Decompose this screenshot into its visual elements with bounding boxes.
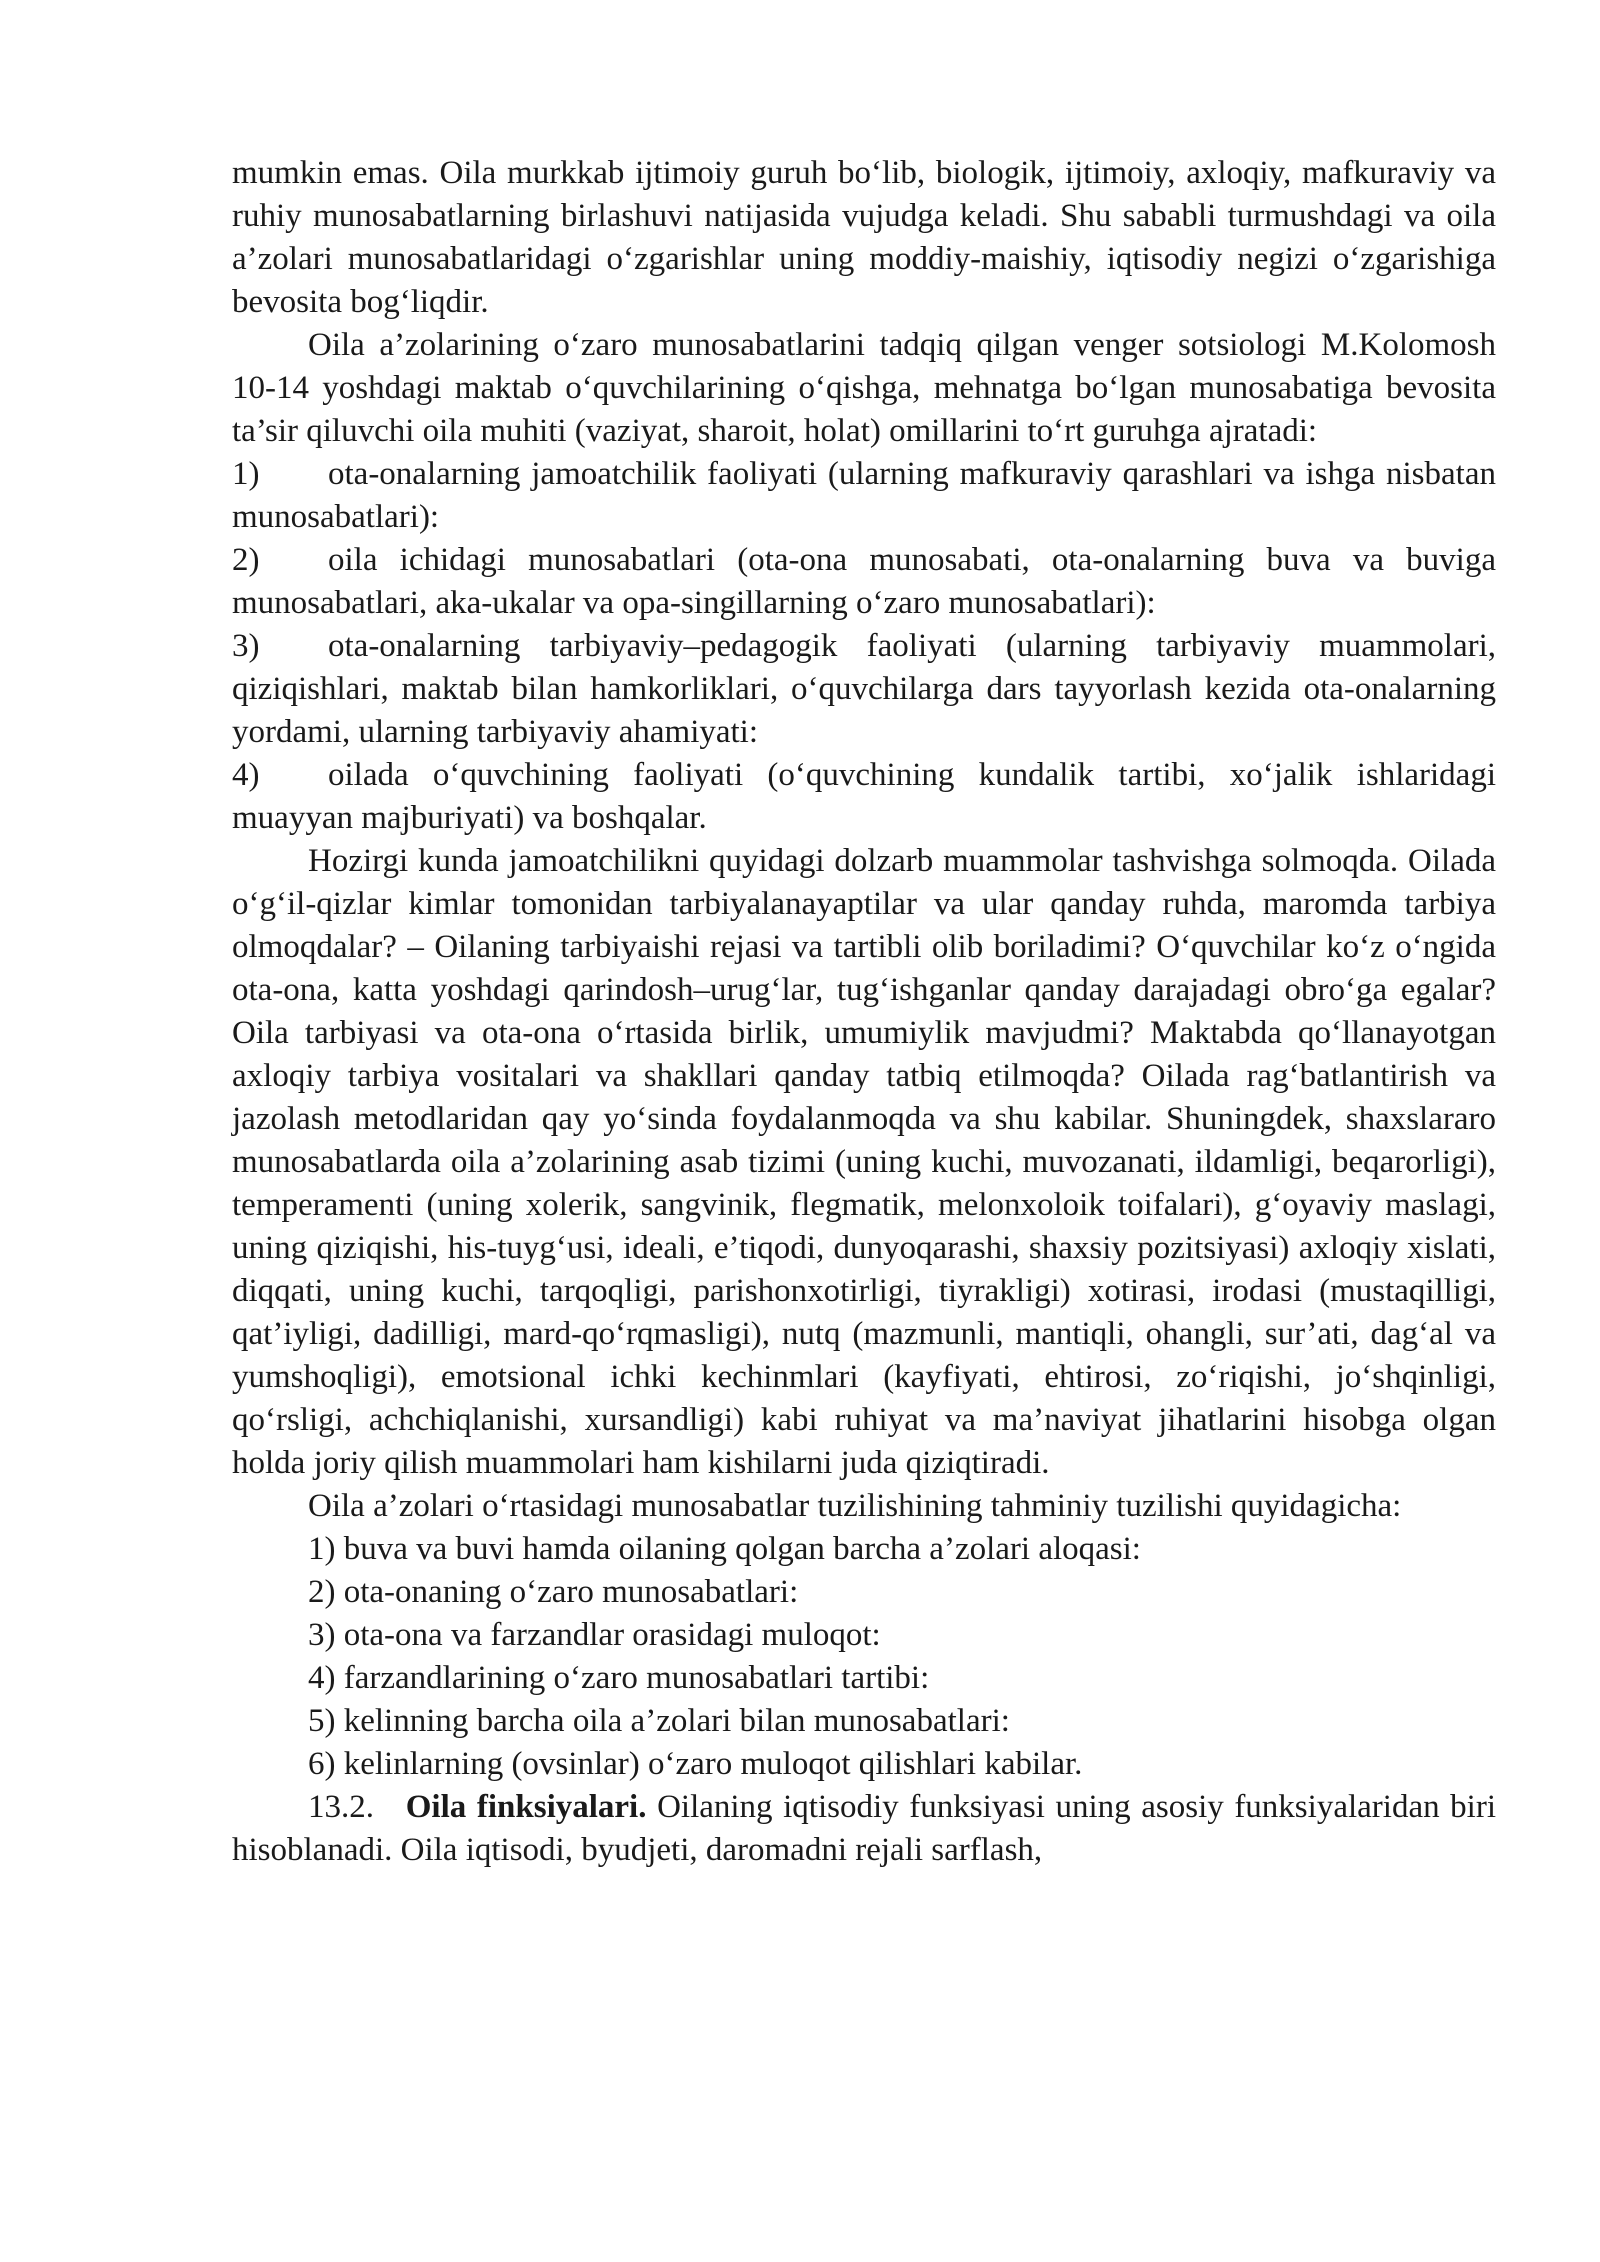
structure-item-1: 1) buva va buvi hamda oilaning qolgan barcha a’zolari aloqasi: bbox=[308, 1531, 1141, 1567]
factor-number: 3) bbox=[232, 628, 260, 664]
paragraph-current-problems: Hozirgi kunda jamoatchilikni quyidagi dolzarb muammolar tashvishga solmoqda. Oilada o‘g‘il-qizlar kimlar tomonidan tarbiyalanayaptilar va ular qanday ruhda, maromda tarbiya olmoqdalar? – Oilaning tarbiyaishi rejasi va tartibli olib boriladimi? O‘quvchilar ko‘z o‘ngida ota-ona, katta yoshdagi qarindosh–urug‘lar, tug‘ishganlar qanday darajadagi obro‘ga egalar? Oila tarbiyasi va ota-ona o‘rtasida birlik, umumiylik mavjudmi? Maktabda qo‘llanayotgan axloqiy tarbiya vositalari va shakllari qanday tatbiq etilmoqda? Oilada rag‘batlantirish va jazolash metodlaridan qay yo‘sinda foydalanmoqda va shu kabilar. Shuningdek, shaxslararo munosabatlarda oila a’zolarining asab tizimi (uning kuchi, muvozanati, ildamligi, beqarorligi), temperamenti (uning xolerik, sangvinik, flegmatik, melonxoloik toifalari), g‘oyaviy maslagi, uning qiziqishi, his-tuyg‘usi, ideali, e’tiqodi, dunyoqarashi, shaxsiy pozitsiyasi) axloqiy xislati, diqqati, uning kuchi, tarqoqligi, parishonxotirligi, tiyrakligi) xotirasi, irodasi (mustaqilligi, qat’iyligi, dadilligi, mard-qo‘rqmasligi), nutq (mazmunli, mantiqli, ohangli, sur’ati, dag‘al va yumshoqligi), emotsional ichki kechinmlari (kayfiyati, ehtirosi, zo‘riqishi, jo‘shqinligi, qo‘rsligi, achchiqlanishi, xursandligi) kabi ruhiyat va ma’naviyat jihatlarini hisobga olgan holda joriy qilish muammolari ham kishilarni juda qiziqtiradi. bbox=[232, 843, 1496, 1481]
factors-list bbox=[232, 453, 1496, 840]
factor-text: ota-onalarning tarbiyaviy–pedagogik faoliyati (ularning tarbiyaviy muammolari, qiziqishlari, maktab bilan hamkorliklari, o‘quvchilarga dars tayyorlash kezida ota-onalarning yordami, ularning tarbiyaviy ahamiyati: bbox=[232, 628, 1496, 750]
section-text: Oilaning iqtisodiy funksiyasi uning asosiy funksiyalaridan biri hisoblanadi. Oila iqtisodi, byudjeti, daromadni rejali sarflash, bbox=[232, 1789, 1497, 1868]
factor-item-4 bbox=[232, 754, 1496, 840]
factor-text: oila ichidagi munosabatlari (ota-ona munosabati, ota-onalarning buva va buviga munosabatlari, aka-ukalar va opa-singillarning o‘zaro munosabatlari): bbox=[232, 542, 1496, 621]
factor-number: 4) bbox=[232, 757, 260, 793]
section-paragraph bbox=[232, 1786, 1496, 1872]
paragraph-kolomosh: Oila a’zolarining o‘zaro munosabatlarini tadqiq qilgan venger sotsiologi M.Kolomosh 10-14 yoshdagi maktab o‘quvchilarining o‘qishga, mehnatga bo‘lgan munosabatiga bevosita ta’sir qiluvchi oila muhiti (vaziyat, sharoit, holat) omillarini to‘rt guruhga ajratadi: bbox=[232, 327, 1496, 449]
factor-text: oilada o‘quvchining faoliyati (o‘quvchining kundalik tartibi, xo‘jalik ishlaridagi muayyan majburiyati) va boshqalar. bbox=[232, 757, 1496, 836]
paragraph-family-group: mumkin emas. Oila murkkab ijtimoiy guruh bo‘lib, biologik, ijtimoiy, axloqiy, mafkuraviy va ruhiy munosabatlarning birlashuvi natijasida vujudga keladi. Shu sababli turmushdagi va oila a’zolari munosabatlaridagi o‘zgarishlar uning moddiy-maishiy, iqtisodiy negizi o‘zgarishiga bevosita bog‘liqdir. bbox=[232, 155, 1496, 320]
structure-list bbox=[232, 1528, 1496, 1786]
factor-number: 1) bbox=[232, 456, 260, 492]
factor-text: ota-onalarning jamoatchilik faoliyati (ularning mafkuraviy qarashlari va ishga nisbatan munosabatlari): bbox=[232, 456, 1496, 535]
section-number: 13.2. bbox=[308, 1789, 374, 1825]
factor-item-2 bbox=[232, 539, 1496, 625]
paragraph-structure-intro: Oila a’zolari o‘rtasidagi munosabatlar tuzilishining tahminiy tuzilishi quyidagicha: bbox=[308, 1488, 1402, 1524]
factor-item-1 bbox=[232, 453, 1496, 539]
structure-item-2: 2) ota-onaning o‘zaro munosabatlari: bbox=[308, 1574, 799, 1610]
document-page bbox=[232, 152, 1496, 1872]
structure-item-6: 6) kelinlarning (ovsinlar) o‘zaro muloqot qilishlari kabilar. bbox=[308, 1746, 1083, 1782]
section-title: Oila finksiyalari. bbox=[405, 1789, 647, 1825]
structure-item-4: 4) farzandlarining o‘zaro munosabatlari tartibi: bbox=[308, 1660, 930, 1696]
structure-item-5: 5) kelinning barcha oila a’zolari bilan munosabatlari: bbox=[308, 1703, 1010, 1739]
structure-item-3: 3) ota-ona va farzandlar orasidagi muloqot: bbox=[308, 1617, 881, 1653]
factor-item-3 bbox=[232, 625, 1496, 754]
factor-number: 2) bbox=[232, 542, 260, 578]
